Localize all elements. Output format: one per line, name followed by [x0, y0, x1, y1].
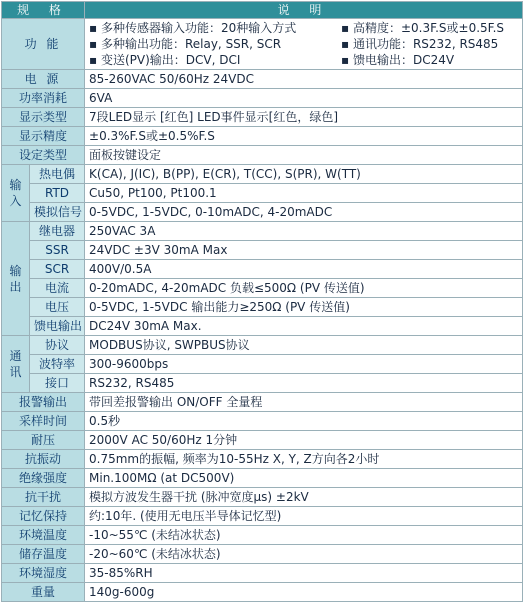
- feature-item: ▪ 多种传感器输入功能：20种输入方式: [89, 21, 297, 35]
- output-row: [2, 298, 523, 317]
- relay-label: 继电器: [30, 222, 85, 241]
- function-row: [2, 19, 523, 70]
- weight-value: 140g-600g: [85, 583, 523, 602]
- comm-row: [2, 374, 523, 393]
- scr-label: SCR: [30, 260, 85, 279]
- spec-row: [2, 89, 523, 108]
- rtd-value: Cu50, Pt100, Pt100.1: [85, 184, 523, 203]
- ambient-temperature-label: 环境温度: [2, 526, 85, 545]
- display-type-value: 7段LED显示 [红色] LED事件显示[红色，绿色]: [85, 108, 523, 127]
- storage-temperature-label: 储存温度: [2, 545, 85, 564]
- spec-row: [2, 507, 523, 526]
- function-label: 功 能: [2, 19, 85, 70]
- interference-value: 模拟方波发生器干扰 (脉冲宽度μs) ±2kV: [85, 488, 523, 507]
- baud-rate-label: 波特率: [30, 355, 85, 374]
- spec-row: [2, 545, 523, 564]
- spec-row: [2, 450, 523, 469]
- memory-retention-label: 记忆保持: [2, 507, 85, 526]
- output-row: [2, 317, 523, 336]
- interface-value: RS232, RS485: [85, 374, 523, 393]
- output-group-label: 输出: [2, 222, 30, 336]
- feed-output-value: DC24V 30mA Max.: [85, 317, 523, 336]
- spec-row: [2, 127, 523, 146]
- output-row: [2, 241, 523, 260]
- spec-row: [2, 526, 523, 545]
- comm-row: [2, 336, 523, 355]
- baud-rate-value: 300-9600bps: [85, 355, 523, 374]
- withstand-voltage-value: 2000V AC 50/60Hz 1分钟: [85, 431, 523, 450]
- voltage-output-label: 电压: [30, 298, 85, 317]
- alarm-output-value: 带回差报警输出 ON/OFF 全量程: [85, 393, 523, 412]
- sampling-time-value: 0.5秒: [85, 412, 523, 431]
- power-supply-value: 85-260VAC 50/60Hz 24VDC: [85, 70, 523, 89]
- current-output-label: 电流: [30, 279, 85, 298]
- ssr-label: SSR: [30, 241, 85, 260]
- ambient-humidity-value: 35-85%RH: [85, 564, 523, 583]
- header-description: 说 明: [85, 2, 523, 19]
- memory-retention-value: 约:10年. (使用无电压半导体记忆型): [85, 507, 523, 526]
- ambient-temperature-value: -10~55℃ (未结冰状态): [85, 526, 523, 545]
- function-value: [85, 19, 523, 70]
- vibration-value: 0.75mm的振幅, 频率为10-55Hz X, Y, Z方向各2小时: [85, 450, 523, 469]
- sampling-time-label: 采样时间: [2, 412, 85, 431]
- interface-label: 接口: [30, 374, 85, 393]
- scr-value: 400V/0.5A: [85, 260, 523, 279]
- output-row: [2, 260, 523, 279]
- insulation-label: 绝缘强度: [2, 469, 85, 488]
- input-group-label: 输入: [2, 165, 30, 222]
- weight-label: 重量: [2, 583, 85, 602]
- ssr-value: 24VDC ±3V 30mA Max: [85, 241, 523, 260]
- ambient-humidity-label: 环境湿度: [2, 564, 85, 583]
- spec-table: [1, 1, 523, 602]
- spec-row: [2, 146, 523, 165]
- input-row: [2, 203, 523, 222]
- spec-row: [2, 469, 523, 488]
- setting-type-value: 面板按键设定: [85, 146, 523, 165]
- power-consumption-value: 6VA: [85, 89, 523, 108]
- spec-row: [2, 393, 523, 412]
- insulation-value: Min.100MΩ (at DC500V): [85, 469, 523, 488]
- comm-row: [2, 355, 523, 374]
- withstand-voltage-label: 耐压: [2, 431, 85, 450]
- setting-type-label: 设定类型: [2, 146, 85, 165]
- spec-row: [2, 108, 523, 127]
- display-accuracy-label: 显示精度: [2, 127, 85, 146]
- spec-row: [2, 564, 523, 583]
- header-spec: 规 格: [2, 2, 85, 19]
- feature-item: ▪ 馈电输出：DC24V: [341, 53, 455, 67]
- relay-value: 250VAC 3A: [85, 222, 523, 241]
- header-row: [2, 2, 523, 19]
- display-accuracy-value: ±0.3%F.S或±0.5%F.S: [85, 127, 523, 146]
- spec-row: [2, 412, 523, 431]
- feed-output-label: 馈电输出: [30, 317, 85, 336]
- thermocouple-label: 热电偶: [30, 165, 85, 184]
- feature-item: ▪ 变送(PV)输出：DCV, DCI: [89, 53, 241, 67]
- interference-label: 抗干扰: [2, 488, 85, 507]
- display-type-label: 显示类型: [2, 108, 85, 127]
- spec-row: [2, 70, 523, 89]
- output-row: [2, 222, 523, 241]
- output-row: [2, 279, 523, 298]
- thermocouple-value: K(CA), J(IC), B(PP), E(CR), T(CC), S(PR), W(TT): [85, 165, 523, 184]
- input-row: [2, 165, 523, 184]
- current-output-value: 0-20mADC, 4-20mADC 负载≤500Ω (PV 传送值): [85, 279, 523, 298]
- feature-item: ▪ 通讯功能：RS232, RS485: [341, 37, 499, 51]
- protocol-value: MODBUS协议, SWPBUS协议: [85, 336, 523, 355]
- spec-row: [2, 431, 523, 450]
- rtd-label: RTD: [30, 184, 85, 203]
- input-row: [2, 184, 523, 203]
- power-consumption-label: 功率消耗: [2, 89, 85, 108]
- comm-group-label: 通讯: [2, 336, 30, 393]
- voltage-output-value: 0-5VDC, 1-5VDC 输出能力≥250Ω (PV 传送值): [85, 298, 523, 317]
- feature-item: ▪ 高精度：±0.3F.S或±0.5F.S: [341, 21, 505, 35]
- protocol-label: 协议: [30, 336, 85, 355]
- vibration-label: 抗振动: [2, 450, 85, 469]
- spec-row: [2, 583, 523, 602]
- analog-signal-label: 模拟信号: [30, 203, 85, 222]
- feature-item: ▪ 多种输出功能：Relay, SSR, SCR: [89, 37, 282, 51]
- spec-sheet: [1, 1, 522, 599]
- alarm-output-label: 报警输出: [2, 393, 85, 412]
- spec-row: [2, 488, 523, 507]
- function-feature-list: [89, 19, 518, 69]
- storage-temperature-value: -20~60℃ (未结冰状态): [85, 545, 523, 564]
- analog-signal-value: 0-5VDC, 1-5VDC, 0-10mADC, 4-20mADC: [85, 203, 523, 222]
- power-supply-label: 电 源: [2, 70, 85, 89]
